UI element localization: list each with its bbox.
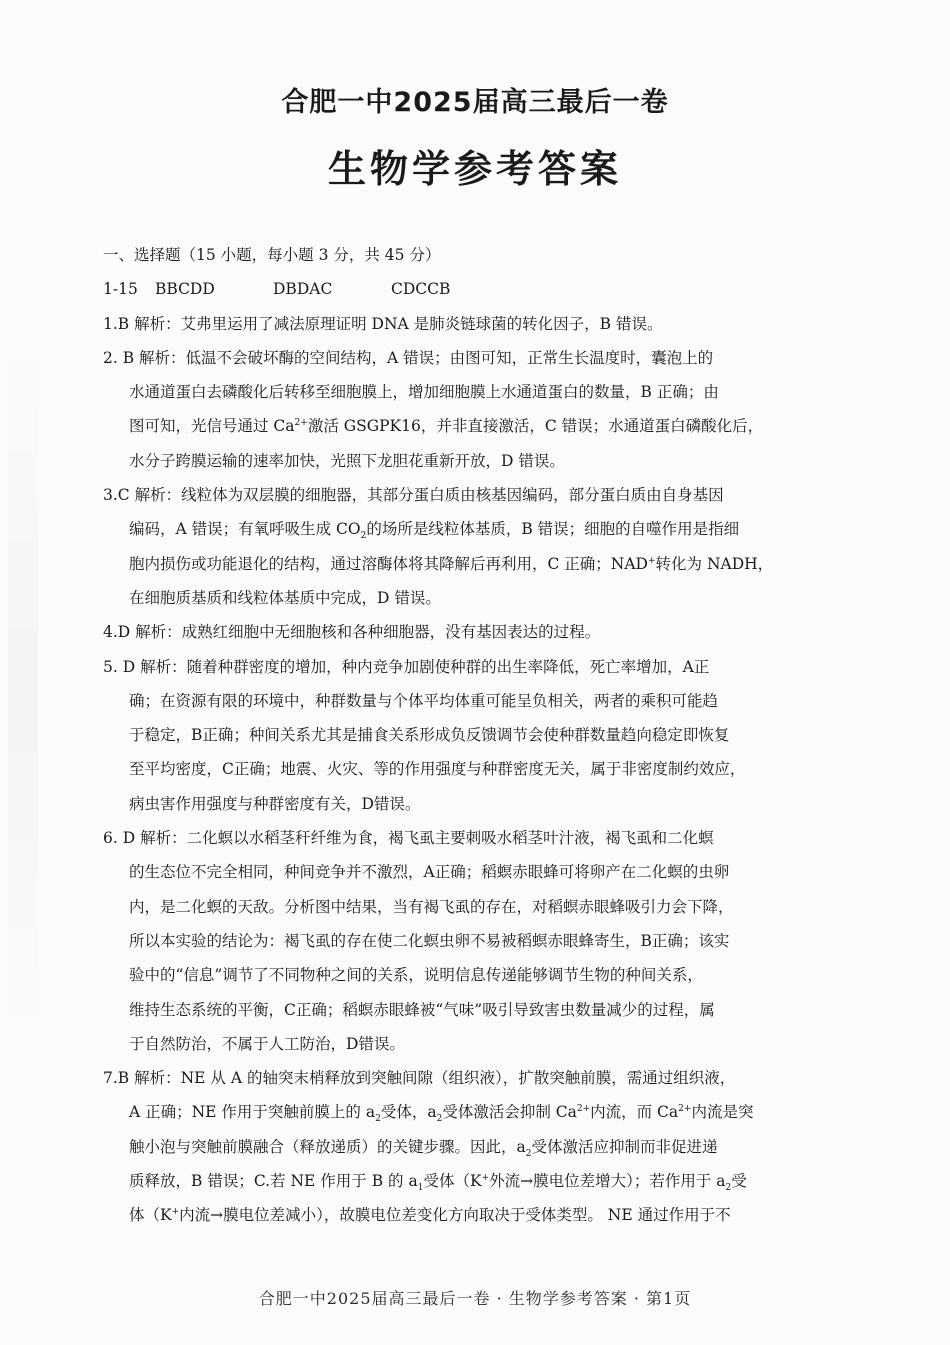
text-run: 胞内损伤或功能退化的结构，通过溶酶体将其降解后再利用，C 正确；NAD bbox=[129, 554, 648, 573]
explanation-line: 于自然防治，不属于人工防治，D错误。 bbox=[129, 1034, 405, 1053]
explanation-line: 7.B 解析：NE 从 A 的轴突末梢释放到突触间隙（组织液），扩散突触前膜，需通过组织液， bbox=[103, 1069, 736, 1088]
explanation-q2 bbox=[103, 341, 815, 478]
subscript: 2 bbox=[525, 1148, 532, 1159]
superscript: 2+ bbox=[678, 1104, 692, 1115]
explanation-line: 病虫害作用强度与种群密度有关，D错误。 bbox=[129, 794, 421, 813]
text-run: 质释放，B 错误；C.若 NE 作用于 B 的 a bbox=[129, 1172, 418, 1191]
text-run: 内流，而 Ca bbox=[590, 1103, 679, 1122]
superscript: 2+ bbox=[294, 418, 308, 429]
text-run: 受体激活应抑制而非促进递 bbox=[531, 1137, 718, 1156]
text-run: 触小泡与突触前膜融合（释放递质）的关键步骤。因此，a bbox=[129, 1137, 526, 1156]
text-run: 内流→膜电位差减小），故膜电位差变化方向取决于受体类型。 NE 通过作用于不 bbox=[179, 1206, 731, 1225]
page-footer: 合肥一中2025届高三最后一卷 · 生物学参考答案 · 第1页 bbox=[258, 1289, 692, 1308]
text-run: 的场所是线粒体基质，B 错误；细胞的自噬作用是指细 bbox=[366, 520, 740, 539]
text-run: A 正确；NE 作用于突触前膜上的 a bbox=[129, 1103, 376, 1122]
superscript: + bbox=[171, 1207, 180, 1218]
text-run: 受体，a bbox=[380, 1103, 437, 1122]
scan-shadow bbox=[8, 340, 38, 1040]
text-run: 图可知，光信号通过 Ca bbox=[129, 417, 295, 436]
text-run: 受体（K bbox=[423, 1172, 482, 1191]
explanation-line bbox=[103, 1164, 815, 1198]
explanation-q6 bbox=[103, 821, 815, 1061]
text-run: 受 bbox=[731, 1172, 747, 1191]
subscript: 1 bbox=[417, 1183, 424, 1194]
explanation-line bbox=[103, 1130, 815, 1164]
text-run: 体（K bbox=[129, 1206, 172, 1225]
explanation-q5 bbox=[103, 650, 815, 821]
explanation-line bbox=[103, 512, 815, 546]
explanation-line: 3.C 解析：线粒体为双层膜的细胞器，其部分蛋白质由核基因编码，部分蛋白质由自身基因 bbox=[103, 486, 724, 505]
explanation-q7 bbox=[103, 1061, 815, 1232]
text-run: 外流→膜电位差增大）；若作用于 a bbox=[489, 1172, 726, 1191]
answer-key-row bbox=[103, 272, 815, 306]
text-run: 转化为 NADH， bbox=[655, 554, 774, 573]
explanation-line bbox=[103, 1198, 815, 1232]
subscript: 2 bbox=[375, 1114, 381, 1125]
explanation-line: 内，是二化螟的天敌。分析图中结果，当有褐飞虱的存在，对稻螟赤眼蜂吸引力会下降， bbox=[129, 897, 734, 916]
explanation-line: 确；在资源有限的环境中，种群数量与个体平均体重可能呈负相关，两者的乘积可能趋 bbox=[129, 691, 719, 710]
explanation-line: 至平均密度，C正确；地震、火灾、等的作用强度与种群密度无关，属于非密度制约效应， bbox=[129, 760, 746, 779]
superscript: 2+ bbox=[576, 1104, 591, 1115]
text-run: 受体激活会抑制 Ca bbox=[442, 1103, 577, 1122]
subscript: 2 bbox=[360, 531, 367, 542]
answer-content bbox=[103, 238, 815, 1233]
explanation-line: 的生态位不完全相同，种间竞争并不激烈，A正确；稻螟赤眼蜂可将卵产在二化螟的虫卵 bbox=[129, 863, 730, 882]
explanation-line bbox=[103, 1095, 815, 1129]
subscript: 2 bbox=[725, 1183, 732, 1194]
explanation-line bbox=[103, 547, 815, 581]
text-run: 激活 GSGPK16，并非直接激活，C 错误；水通道蛋白磷酸化后， bbox=[307, 417, 764, 436]
explanation-line: 5. D 解析：随着种群密度的增加，种内竞争加剧使种群的出生率降低，死亡率增加，A正 bbox=[103, 657, 710, 676]
text-run: 编码，A 错误；有氧呼吸生成 CO bbox=[129, 520, 361, 539]
section-heading: 一、选择题（15 小题，每小题 3 分，共 45 分） bbox=[103, 246, 441, 264]
school-title: 合肥一中2025届高三最后一卷 bbox=[281, 87, 669, 118]
subscript: 2 bbox=[436, 1114, 443, 1125]
explanation-line: 2. B 解析：低温不会破坏酶的空间结构，A 错误；由图可知，正常生长温度时，囊泡上的 bbox=[103, 348, 714, 367]
explanation-q4: 4.D 解析：成熟红细胞中无细胞核和各种细胞器，没有基因表达的过程。 bbox=[103, 623, 601, 642]
answer-key-label: 1-15 bbox=[103, 280, 138, 299]
explanation-line: 水通道蛋白去磷酸化后转移至细胞膜上，增加细胞膜上水通道蛋白的数量，B 正确；由 bbox=[129, 383, 719, 402]
explanation-line: 在细胞质基质和线粒体基质中完成，D 错误。 bbox=[129, 588, 441, 607]
answer-group-3: CDCCB bbox=[391, 280, 451, 299]
answer-group-1: BBCDD bbox=[155, 280, 215, 299]
explanation-line: 水分子跨膜运输的速率加快，光照下龙胆花重新开放，D 错误。 bbox=[129, 451, 565, 470]
explanation-line: 所以本实验的结论为：褐飞虱的存在使二化螟虫卵不易被稻螟赤眼蜂寄生，B正确；该实 bbox=[129, 931, 730, 950]
answer-group-2: DBDAC bbox=[273, 280, 333, 299]
text-run: 内流是突 bbox=[691, 1103, 754, 1122]
subject-title: 生物学参考答案 bbox=[327, 146, 622, 191]
explanation-q1: 1.B 解析：艾弗里运用了减法原理证明 DNA 是肺炎链球菌的转化因子，B 错误。 bbox=[103, 314, 663, 333]
explanation-line: 6. D 解析：二化螟以水稻茎秆纤维为食，褐飞虱主要刺吸水稻茎叶汁液，褐飞虱和二化螟 bbox=[103, 829, 714, 848]
explanation-line: 于稳定，B正确；种间关系尤其是捕食关系形成负反馈调节会使种群数量趋向稳定即恢复 bbox=[129, 726, 730, 745]
explanation-line: 维持生态系统的平衡，C正确；稻螟赤眼蜂被“气味”吸引导致害虫数量减少的过程，属 bbox=[129, 1000, 715, 1019]
explanation-line bbox=[103, 409, 815, 443]
superscript: + bbox=[481, 1172, 490, 1183]
superscript: + bbox=[647, 555, 656, 566]
explanation-q3 bbox=[103, 478, 815, 615]
explanation-line: 验中的“信息”调节了不同物种之间的关系，说明信息传递能够调节生物的种间关系， bbox=[129, 966, 703, 985]
